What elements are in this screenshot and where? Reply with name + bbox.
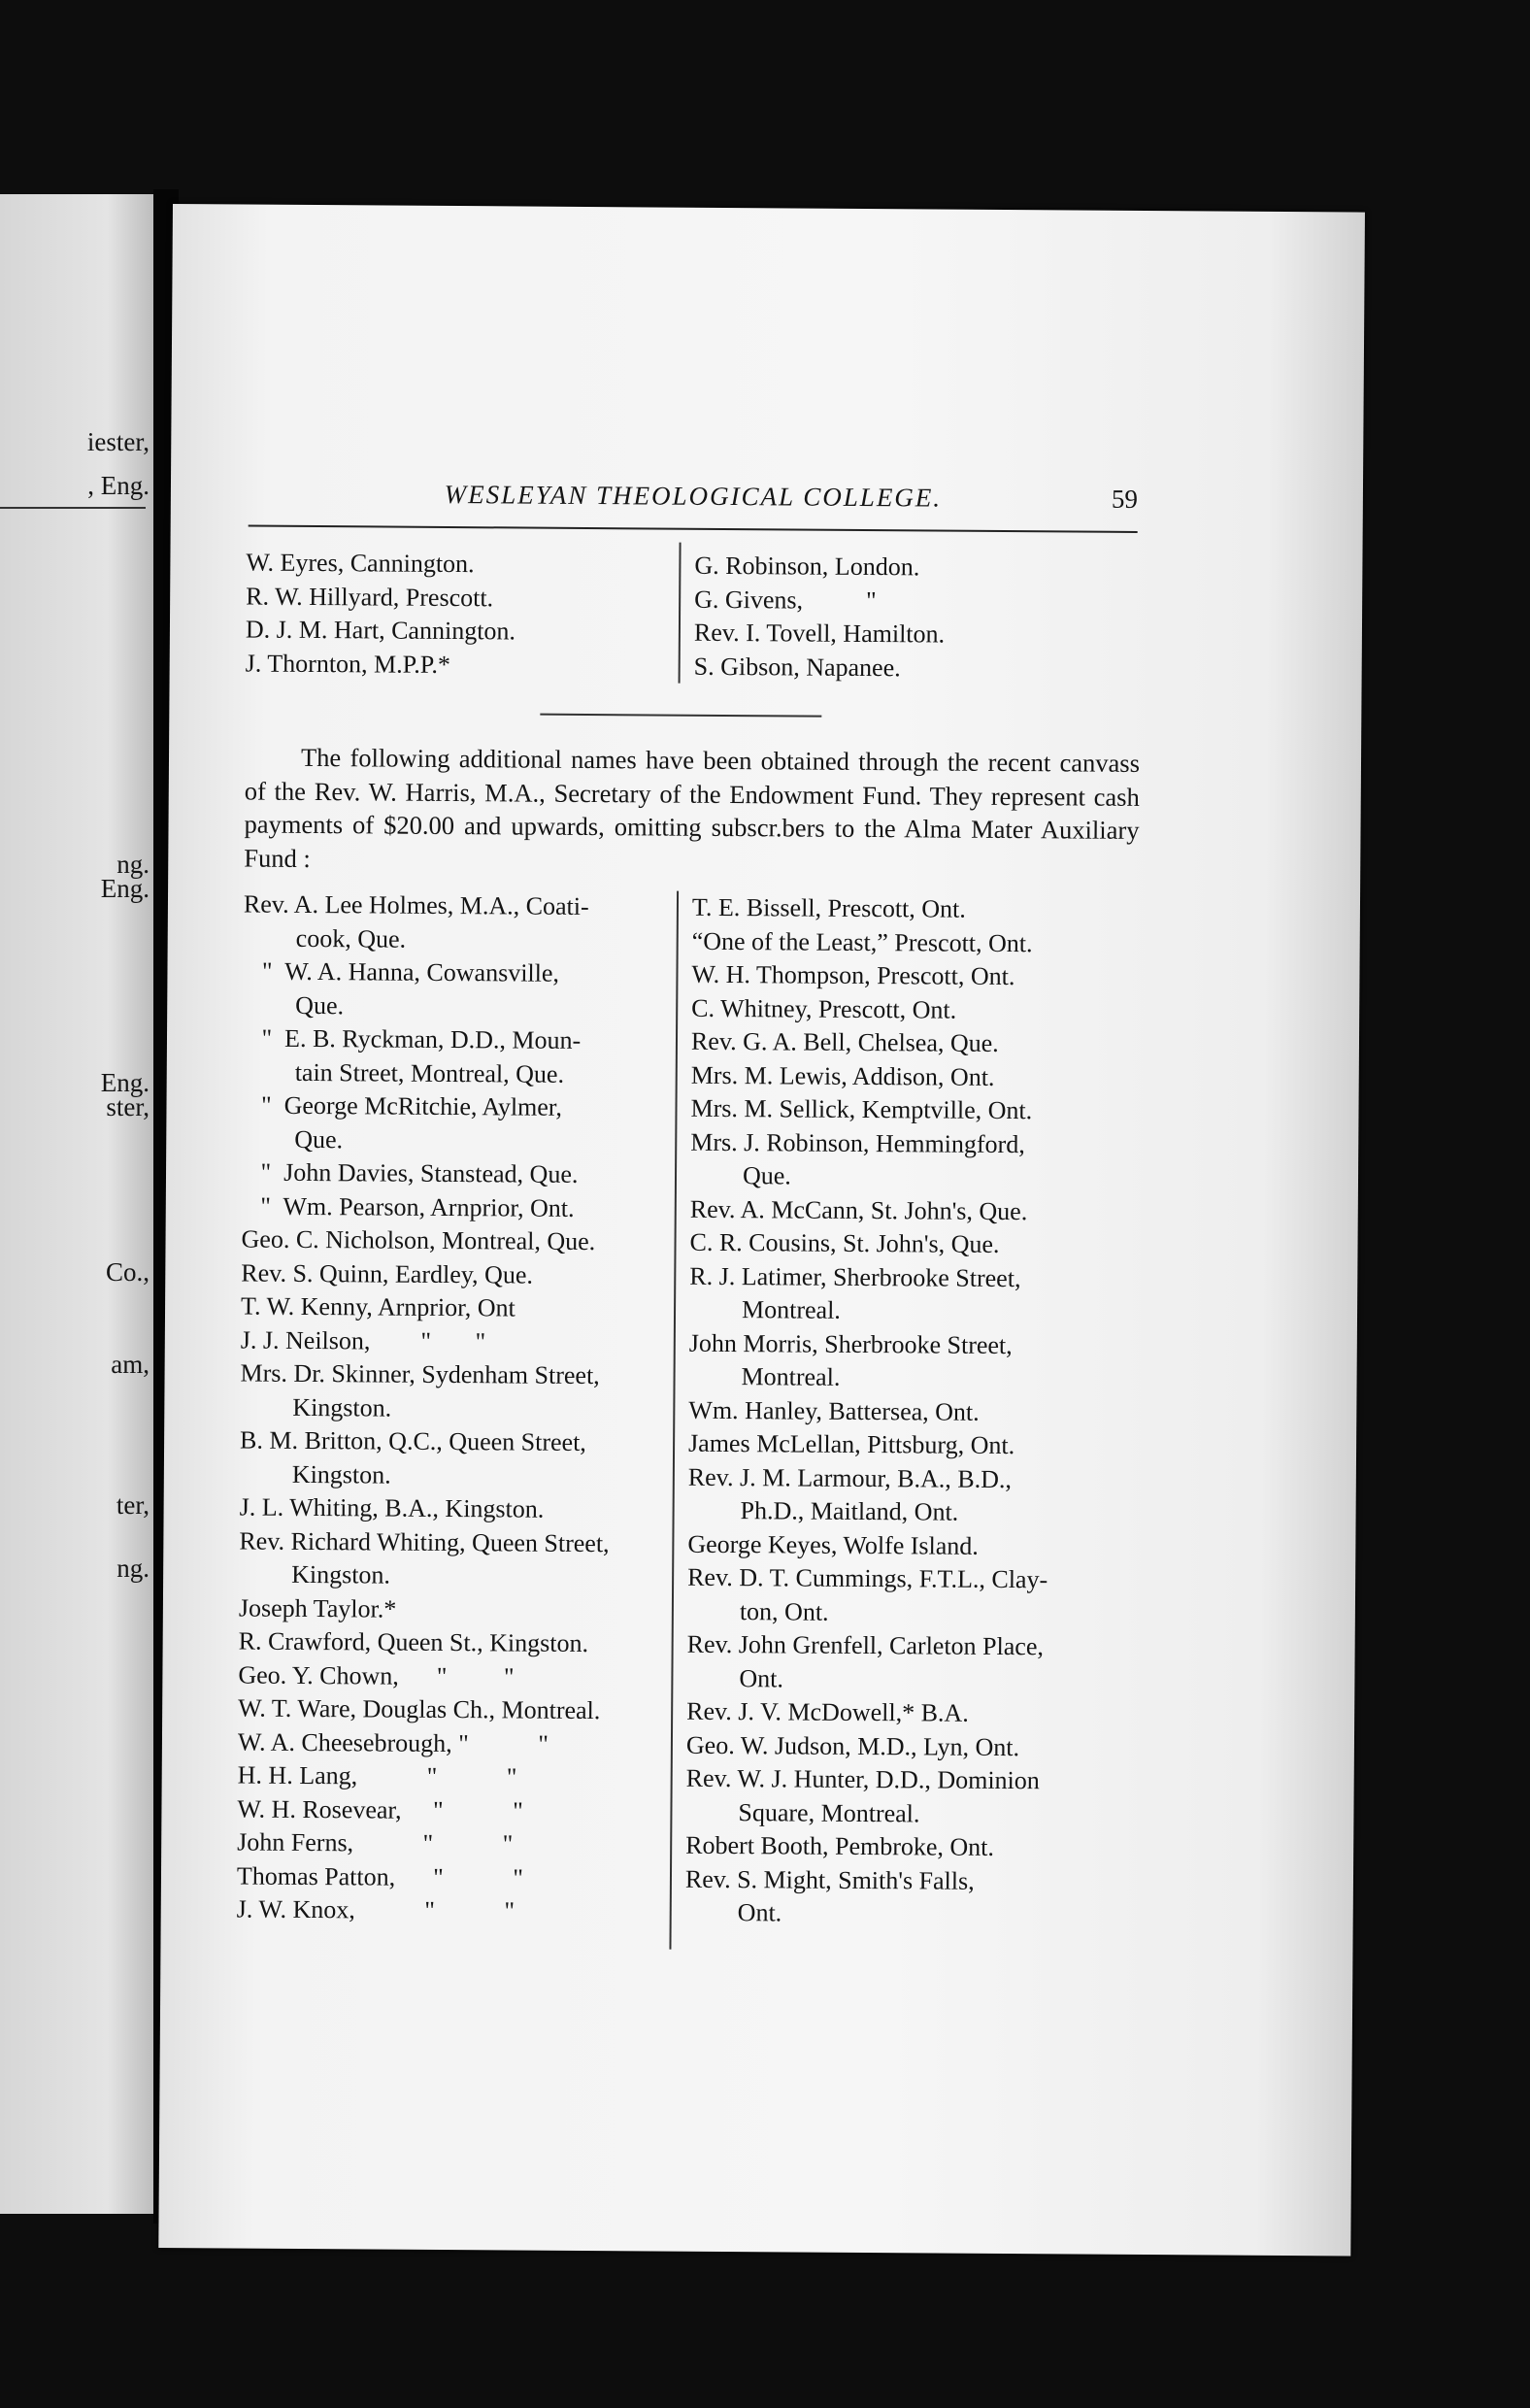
left-facing-page (0, 194, 153, 2214)
subscriber-entry-continuation: Ph.D., Maitland, Ont. (740, 1496, 959, 1526)
left-page-fragment: Eng. (100, 874, 150, 903)
subscriber-entry-continuation: Kingston. (292, 1392, 392, 1422)
subscriber-entry: Mrs. M. Sellick, Kemptville, Ont. (690, 1093, 1033, 1125)
subscriber-entry: Rev. D. T. Cummings, F.T.L., Clay- (687, 1562, 1048, 1594)
subscriber-entry-continuation: Kingston. (291, 1559, 391, 1589)
subscriber-entry: C. R. Cousins, St. John's, Que. (689, 1227, 1000, 1258)
header-rule (249, 525, 1138, 533)
list-entry: W. Eyres, Cannington. (246, 548, 475, 579)
intro-paragraph: The following additional names have been obtained through the recent canvass of the Rev. W. Harris, M.A., Secretary of the Endowment Fund. They represent cash payments of $20.00 and upwards, omitting subscr.bers to the Alma Mater Auxiliary Fund : (244, 742, 1141, 873)
subscriber-entry: Geo. W. Judson, M.D., Lyn, Ont. (685, 1730, 1020, 1761)
subscriber-entry: Rev. J. M. Larmour, B.A., B.D., (687, 1462, 1013, 1493)
subscriber-entry: R. Crawford, Queen St., Kingston. (238, 1626, 589, 1658)
left-page-fragment: Co., (105, 1257, 150, 1287)
book-page (158, 204, 1365, 2257)
subscriber-entry: " E. B. Ryckman, D.D., Moun- (242, 1023, 582, 1054)
subscriber-entry: J. W. Knox, " " (236, 1894, 516, 1925)
subscribers-column-divider (669, 891, 679, 1950)
subscribers-left-column (237, 888, 671, 1930)
subscriber-entry: Rev. A. Lee Holmes, M.A., Coati- (243, 889, 589, 921)
subscriber-entry: Rev. S. Might, Smith's Falls, (684, 1864, 975, 1895)
subscriber-entry: " John Davies, Stanstead, Que. (241, 1157, 579, 1188)
subscriber-entry: Robert Booth, Pembroke, Ont. (685, 1830, 995, 1861)
top-list-left-column (246, 547, 674, 684)
subscriber-entry: " Wm. Pearson, Arnprior, Ont. (241, 1191, 575, 1222)
running-title: WESLEYAN THEOLOGICAL COLLEGE. (444, 479, 943, 513)
left-page-fragment: Eng. (100, 1068, 150, 1097)
subscriber-entry: R. J. Latimer, Sherbrooke Street, (689, 1261, 1021, 1292)
subscriber-entry: “One of the Least,” Prescott, Ont. (691, 926, 1033, 957)
subscriber-entry: Mrs. Dr. Skinner, Sydenham Street, (240, 1358, 600, 1390)
subscriber-entry: W. H. Rosevear, " " (237, 1794, 523, 1825)
subscriber-entry: Mrs. J. Robinson, Hemmingford, (690, 1127, 1025, 1158)
subscriber-entry: Geo. C. Nicholson, Montreal, Que. (241, 1224, 596, 1256)
left-page-fragment: ng. (116, 850, 150, 879)
left-page-fragment: iester, (86, 427, 150, 456)
subscriber-entry-continuation: Montreal. (741, 1295, 841, 1324)
subscriber-entry: Joseph Taylor.* (238, 1593, 397, 1623)
left-page-fragment: am, (111, 1350, 150, 1379)
left-page-header-rule (0, 507, 146, 509)
list-entry: G. Robinson, London. (694, 551, 920, 582)
section-divider (540, 714, 821, 718)
page-header (249, 479, 1138, 523)
subscriber-entry-continuation: Que. (295, 990, 345, 1020)
subscriber-entry: T. W. Kenny, Arnprior, Ont (240, 1291, 516, 1322)
left-page-fragment: ster, (106, 1092, 150, 1121)
list-entry: S. Gibson, Napanee. (693, 652, 901, 682)
subscriber-entry: Rev. G. A. Bell, Chelsea, Que. (690, 1026, 999, 1057)
intro-paragraph-block (244, 741, 1140, 881)
subscriber-entry: George Keyes, Wolfe Island. (687, 1529, 979, 1560)
subscriber-entry: Rev. A. McCann, St. John's, Que. (689, 1194, 1028, 1225)
subscriber-entry: C. Whitney, Prescott, Ont. (691, 993, 957, 1024)
list-entry: G. Givens, " (694, 585, 877, 615)
subscriber-entry: J. L. Whiting, B.A., Kingston. (239, 1492, 545, 1523)
top-list-column-divider (679, 543, 682, 684)
subscriber-entry: Rev. John Grenfell, Carleton Place, (686, 1629, 1045, 1661)
subscriber-entry: T. E. Bissell, Prescott, Ont. (691, 892, 966, 923)
subscriber-entry-continuation: Kingston. (291, 1459, 391, 1489)
subscriber-entry-continuation: Que. (742, 1161, 791, 1190)
top-list-right-column (694, 550, 1142, 686)
subscriber-entry-continuation: Que. (294, 1124, 344, 1154)
subscriber-entry: Mrs. M. Lewis, Addison, Ont. (690, 1060, 995, 1091)
subscriber-entry: John Ferns, " " (237, 1827, 514, 1858)
subscriber-entry: Geo. Y. Chown, " " (238, 1660, 515, 1690)
subscriber-entry: Rev. J. V. McDowell,* B.A. (686, 1696, 969, 1727)
subscriber-entry-continuation: Square, Montreal. (738, 1797, 920, 1827)
subscriber-entry: Wm. Hanley, Battersea, Ont. (688, 1395, 980, 1426)
subscriber-entry: " George McRitchie, Aylmer, (242, 1090, 563, 1121)
subscriber-entry: W. H. Thompson, Prescott, Ont. (691, 959, 1015, 991)
subscriber-entry: W. T. Ware, Douglas Ch., Montreal. (238, 1693, 601, 1725)
subscriber-entry-continuation: tain Street, Montreal, Que. (294, 1057, 565, 1088)
subscriber-entry: Rev. S. Quinn, Eardley, Que. (241, 1258, 534, 1289)
subscriber-entry-continuation: Ont. (737, 1898, 782, 1927)
subscriber-entry: J. J. Neilson, " " (240, 1325, 486, 1355)
subscriber-entry: Rev. W. J. Hunter, D.D., Dominion (685, 1763, 1040, 1795)
list-entry: J. Thornton, M.P.P.* (245, 649, 450, 679)
subscriber-entry-continuation: Ont. (739, 1663, 784, 1692)
page-number: 59 (1111, 484, 1139, 514)
list-entry: Rev. I. Tovell, Hamilton. (693, 618, 946, 649)
subscriber-entry: H. H. Lang, " " (237, 1760, 517, 1791)
subscriber-entry: B. M. Britton, Q.C., Queen Street, (240, 1425, 586, 1457)
subscriber-entry-continuation: ton, Ont. (739, 1596, 829, 1626)
subscriber-entry-continuation: cook, Que. (295, 923, 407, 953)
subscriber-entry-continuation: Montreal. (741, 1362, 841, 1391)
subscriber-entry: " W. A. Hanna, Cowansville, (243, 956, 560, 987)
subscriber-entry: Rev. Richard Whiting, Queen Street, (239, 1526, 610, 1557)
list-entry: R. W. Hillyard, Prescott. (246, 582, 494, 612)
subscribers-right-column (685, 891, 1139, 1933)
list-entry: D. J. M. Hart, Cannington. (245, 615, 516, 646)
subscriber-entry: John Morris, Sherbrooke Street, (688, 1328, 1013, 1359)
subscriber-entry: W. A. Cheesebrough, " " (237, 1727, 549, 1758)
left-page-fragment: ter, (116, 1490, 150, 1520)
subscriber-entry: James McLellan, Pittsburg, Ont. (688, 1428, 1015, 1460)
left-page-fragment: ng. (116, 1554, 150, 1583)
left-page-fragment: , Eng. (87, 471, 150, 500)
subscriber-entry: Thomas Patton, " " (236, 1861, 524, 1892)
